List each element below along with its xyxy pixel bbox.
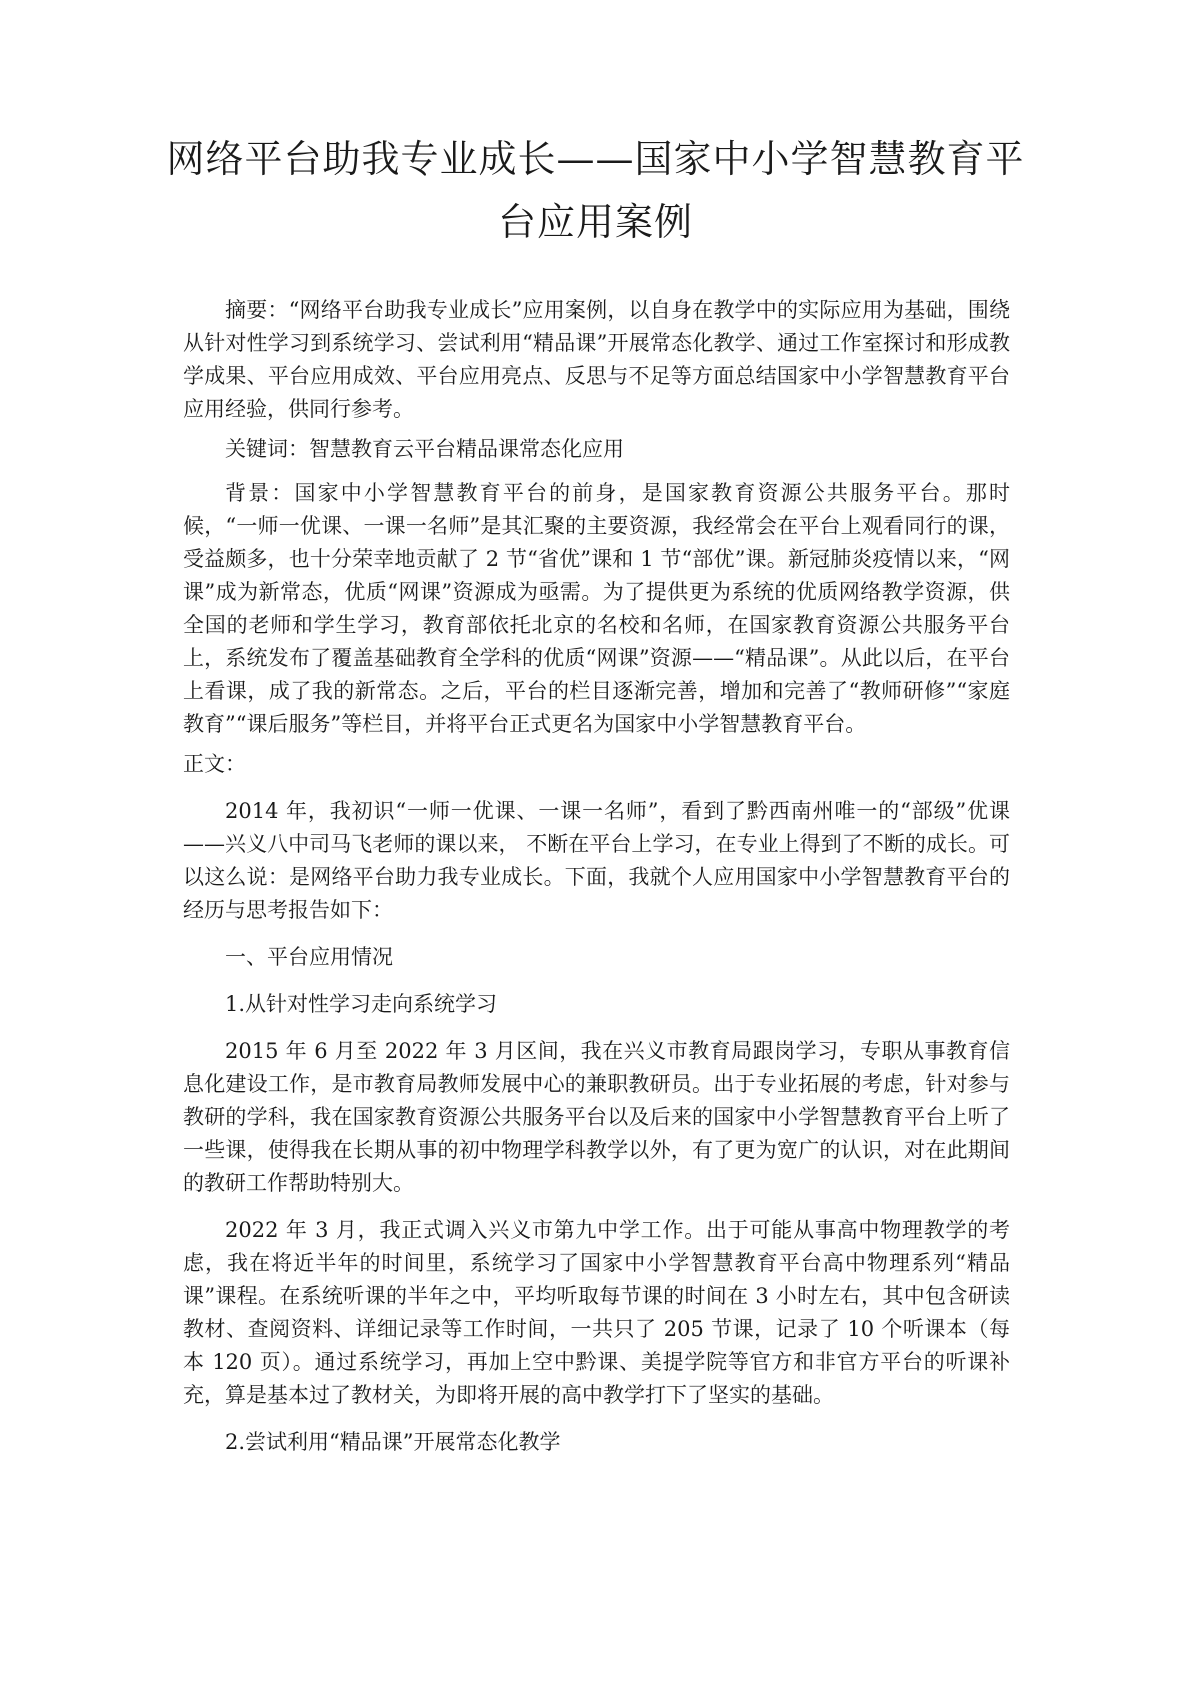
background-paragraph: 背景：国家中小学智慧教育平台的前身，是国家教育资源公共服务平台。那时候，“一师一优课、一课一名师”是其汇聚的主要资源，我经常会在平台上观看同行的课，受益颇多，也十分荣幸地贡献了 2 节“省优”课和 1 节“部优”课。新冠肺炎疫情以来，“网课”成为新常态，优质“网课”资源成为亟需。为了提供更为系统的优质网络教学资源，供全国的老师和学生学习，教育部依托北京的名校和名师，在国家教育资源公共服务平台上，系统发布了覆盖基础教育全学科的优质“网课”资源——“精品课”。从此以后，在平台上看课，成了我的新常态。之后，平台的栏目逐渐完善，增加和完善了“教师研修”“家庭教育”“课后服务”等栏目，并将平台正式更名为国家中小学智慧教育平台。 <box>183 481 1010 736</box>
section-heading: 一、平台应用情况 <box>225 945 393 969</box>
intro-paragraph: 2014 年，我初识“一师一优课、一课一名师”，看到了黔西南州唯一的“部级”优课——兴义八中司马飞老师的课以来， 不断在平台上学习，在专业上得到了不断的成长。可以这么说：是网络平台助力我专业成长。下面，我就个人应用国家中小学智慧教育平台的经历与思考报告如下： <box>183 799 1010 922</box>
document-title: 网络平台助我专业成长——国家中小学智慧教育平台应用案例 <box>166 137 1025 244</box>
subsection-heading: 2.尝试利用“精品课”开展常态化教学 <box>225 1430 561 1454</box>
body-paragraph: 2022 年 3 月，我正式调入兴义市第九中学工作。出于可能从事高中物理教学的考虑，我在将近半年的时间里，系统学习了国家中小学智慧教育平台高中物理系列“精品课”课程。在系统听课的半年之中，平均听取每节课的时间在 3 小时左右，其中包含研读教材、查阅资料、详细记录等工作时间，一共只了 205 节课，记录了 10 个听课本（每本 120 页）。通过系统学习，再加上空中黔课、美提学院等官方和非官方平台的听课补充，算是基本过了教材关，为即将开展的高中教学打下了坚实的基础。 <box>183 1218 1010 1407</box>
subsection-heading: 1.从针对性学习走向系统学习 <box>225 992 498 1016</box>
keywords-paragraph: 关键词：智慧教育云平台精品课常态化应用 <box>225 437 624 461</box>
document-body <box>183 294 1010 1459</box>
main-text-label: 正文： <box>183 752 246 776</box>
body-paragraph: 2015 年 6 月至 2022 年 3 月区间，我在兴义市教育局跟岗学习，专职从事教育信息化建设工作，是市教育局教师发展中心的兼职教研员。出于专业拓展的考虑，针对参与教研的学科，我在国家教育资源公共服务平台以及后来的国家中小学智慧教育平台上听了一些课，使得我在长期从事的初中物理学科教学以外，有了更为宽广的认识，对在此期间的教研工作帮助特别大。 <box>183 1039 1010 1195</box>
abstract-paragraph: 摘要：“网络平台助我专业成长”应用案例，以自身在教学中的实际应用为基础，围绕从针对性学习到系统学习、尝试利用“精品课”开展常态化教学、通过工作室探讨和形成教学成果、平台应用成效、平台应用亮点、反思与不足等方面总结国家中小学智慧教育平台应用经验，供同行参考。 <box>183 298 1010 421</box>
